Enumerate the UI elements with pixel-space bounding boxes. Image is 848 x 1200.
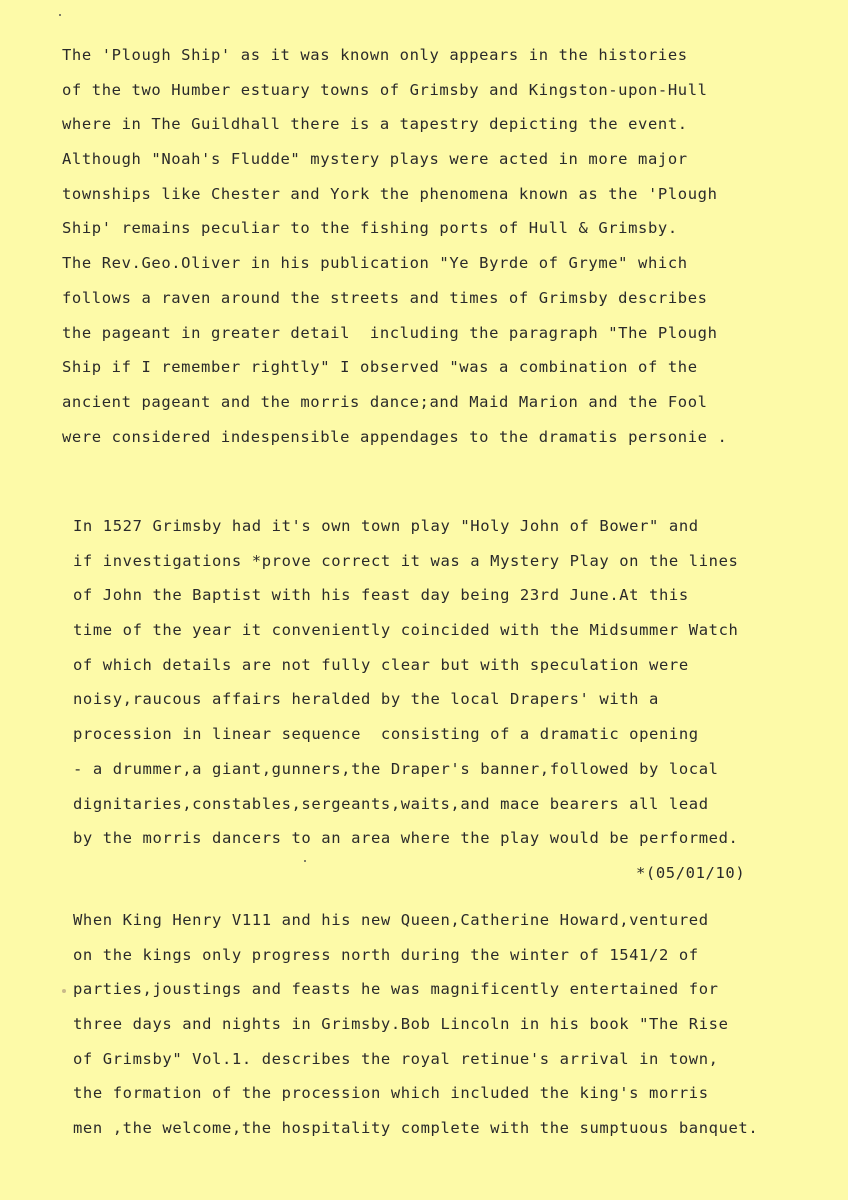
text-line: were considered indespensible appendages to the dramatis personie . <box>62 427 728 446</box>
text-line: - a drummer,a giant,gunners,the Draper's banner,followed by local <box>73 759 719 778</box>
paper-speck <box>62 989 66 993</box>
text-line: of the two Humber estuary towns of Grimsby and Kingston-upon-Hull <box>62 80 708 99</box>
text-line: of John the Baptist with his feast day being 23rd June.At this <box>73 586 689 605</box>
footnote-date: *(05/01/10) <box>636 864 746 882</box>
text-line: procession in linear sequence consisting of a dramatic opening <box>73 725 699 744</box>
paragraph-holy-john <box>73 509 738 856</box>
text-line: on the kings only progress north during the winter of 1541/2 of <box>73 945 699 964</box>
text-line: where in The Guildhall there is a tapestry depicting the event. <box>62 115 688 134</box>
paper-speck <box>59 14 61 16</box>
text-line: the pageant in greater detail including the paragraph "The Plough <box>62 323 718 342</box>
text-line: noisy,raucous affairs heralded by the local Drapers' with a <box>73 690 659 709</box>
text-line: Ship' remains peculiar to the fishing ports of Hull & Grimsby. <box>62 219 678 238</box>
text-line: by the morris dancers to an area where the play would be performed. <box>73 829 739 848</box>
text-line: of which details are not fully clear but with speculation were <box>73 655 689 674</box>
text-line: three days and nights in Grimsby.Bob Lincoln in his book "The Rise <box>73 1015 729 1034</box>
text-line: Ship if I remember rightly" I observed "was a combination of the <box>62 358 698 377</box>
paragraph-henry-viii <box>73 903 758 1146</box>
text-line: When King Henry V111 and his new Queen,Catherine Howard,ventured <box>73 911 709 929</box>
text-line: Although "Noah's Fludde" mystery plays were acted in more major <box>62 150 688 169</box>
text-line: parties,joustings and feasts he was magnificently entertained for <box>73 980 719 999</box>
text-line: follows a raven around the streets and times of Grimsby describes <box>62 288 708 307</box>
text-line: of Grimsby" Vol.1. describes the royal retinue's arrival in town, <box>73 1049 719 1068</box>
text-line: ancient pageant and the morris dance;and Maid Marion and the Fool <box>62 392 708 411</box>
paper-speck <box>304 860 306 862</box>
text-line: the formation of the procession which included the king's morris <box>73 1084 709 1103</box>
text-line: men ,the welcome,the hospitality complete with the sumptuous banquet. <box>73 1119 759 1138</box>
text-line: The Rev.Geo.Oliver in his publication "Ye Byrde of Gryme" which <box>62 254 688 273</box>
text-line: if investigations *prove correct it was a Mystery Play on the lines <box>73 551 739 570</box>
text-line: time of the year it conveniently coincided with the Midsummer Watch <box>73 621 739 640</box>
text-line: dignitaries,constables,sergeants,waits,and mace bearers all lead <box>73 794 709 813</box>
text-line: In 1527 Grimsby had it's own town play "Holy John of Bower" and <box>73 517 699 535</box>
paragraph-plough-ship <box>62 38 727 454</box>
text-line: The 'Plough Ship' as it was known only appears in the histories <box>62 46 688 64</box>
text-line: townships like Chester and York the phenomena known as the 'Plough <box>62 184 718 203</box>
